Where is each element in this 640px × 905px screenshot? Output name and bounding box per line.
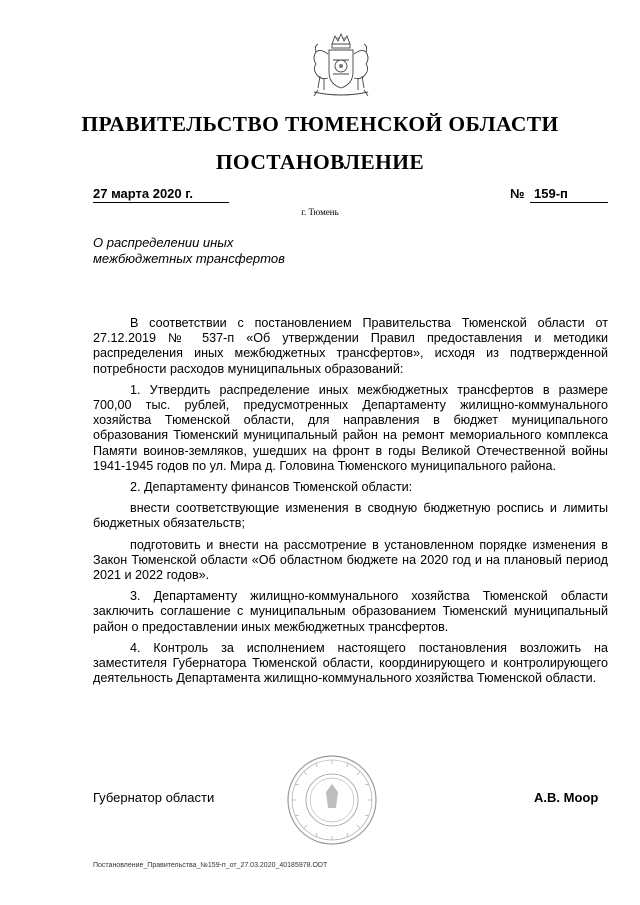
- clause-2-item-a: внести соответствующие изменения в сводную бюджетную роспись и лимиты бюджетных обязательств;: [93, 501, 608, 531]
- clause-3: 3. Департаменту жилищно-коммунального хозяйства Тюменской области заключить соглашение с муниципальным образованием Тюменский муниципальный район о предоставлении иных межбюджетных трансфертов.: [93, 589, 608, 634]
- document-type: ПОСТАНОВЛЕНИЕ: [215, 150, 425, 174]
- clause-2: 2. Департаменту финансов Тюменской области:: [130, 480, 413, 495]
- number-sign: №: [510, 186, 525, 201]
- document-body: [93, 316, 608, 692]
- subject-line: О распределении иных: [93, 235, 234, 250]
- coat-of-arms-emblem: [298, 30, 384, 100]
- subject-line: межбюджетных трансфертов: [93, 251, 285, 266]
- clause-2-item-b: подготовить и внести на рассмотрение в установленном порядке изменения в Закон Тюменской области «Об областном бюджете на 2020 год и на плановый период 2021 и 2022 годов».: [93, 537, 608, 583]
- organization-name: ПРАВИТЕЛЬСТВО ТЮМЕНСКОЙ ОБЛАСТИ: [81, 112, 559, 136]
- signatory-name: А.В. Моор: [534, 790, 599, 805]
- signatory-title: Губернатор области: [93, 790, 215, 805]
- document-date: 27 марта 2020 г.: [93, 186, 229, 203]
- document-subject: [93, 235, 333, 267]
- city-label: г. Тюмень: [301, 207, 339, 217]
- official-seal-stamp: [286, 754, 378, 846]
- clause-1: 1. Утвердить распределение иных межбюджетных трансфертов в размере 700,00 тыс. рублей, предусмотренных Департаменту жилищно-коммунального хозяйства Тюменской области, для направления в бюджет муниципального образования Тюменский муниципальный район на ремонт мемориального комплекса Памяти воинов-земляков, ушедших на фронт в годы Великой Отечественной войны 1941-1945 годов по ул. Мира д. Головина Тюменского муниципального района.: [93, 382, 608, 473]
- document-number: 159-п: [530, 186, 608, 203]
- footer-filename: Постановление_Правительства_№159-п_от_27.03.2020_40185978.ODT: [93, 862, 328, 869]
- preamble-paragraph: В соответствии с постановлением Правительства Тюменской области от 27.12.2019 № 537-п «Об утверждении Правил предоставления и методики распределения иных межбюджетных трансфертов», исходя из подтвержденной потребности расходов муниципальных образований:: [93, 316, 608, 376]
- clause-4: 4. Контроль за исполнением настоящего постановления возложить на заместителя Губернатора Тюменской области, координирующего и контролирующего деятельность Департамента жилищно-коммунального хозяйства Тюменской области.: [93, 640, 608, 686]
